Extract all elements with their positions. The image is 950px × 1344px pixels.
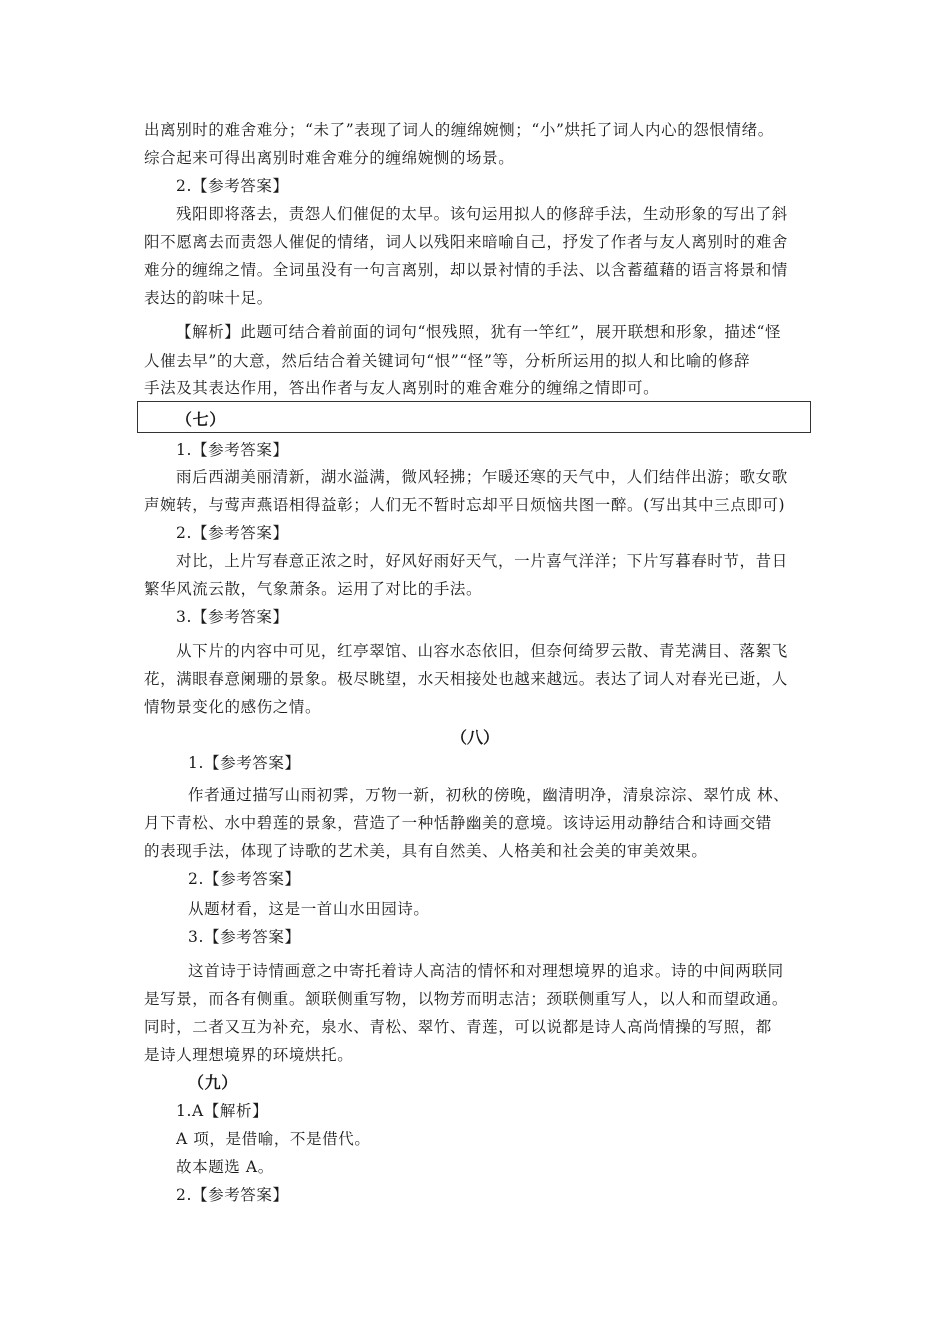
text-line: 出离别时的难舍难分；“未了”表现了词人的缠绵婉恻；“小”烘托了词人内心的怨恨情绪。 — [144, 121, 774, 139]
text-line: 从下片的内容中可见，红亭翠馆、山容水态依旧，但奈何绮罗云散、青芜满目、落絮飞 — [176, 642, 788, 660]
answer-heading: 2.【参考答案】 — [188, 870, 301, 888]
answer-heading: 1.【参考答案】 — [188, 754, 301, 772]
text-line: 是诗人理想境界的环境烘托。 — [144, 1046, 354, 1064]
answer-heading: 2.【参考答案】 — [176, 1186, 289, 1204]
text-line: 作者通过描写山雨初霁，万物一新，初秋的傍晚，幽清明净，清泉淙淙、翠竹成 林、 — [188, 786, 790, 804]
text-line: 同时，二者又互为补充，泉水、青松、翠竹、青莲，可以说都是诗人高尚情操的写照，都 — [144, 1018, 772, 1036]
text-line: 故本题选 A。 — [176, 1158, 274, 1176]
answer-heading: 3.【参考答案】 — [176, 608, 289, 626]
answer-heading: 2.【参考答案】 — [176, 524, 289, 542]
text-line: 对比，上片写春意正浓之时，好风好雨好天气，一片喜气洋洋；下片写暮春时节，昔日 — [176, 552, 788, 570]
text-line: 综合起来可得出离别时难舍难分的缠绵婉恻的场景。 — [144, 149, 515, 167]
answer-heading: 3.【参考答案】 — [188, 928, 301, 946]
text-line: 这首诗于诗情画意之中寄托着诗人高洁的情怀和对理想境界的追求。诗的中间两联同 — [188, 962, 784, 980]
section-box-7 — [137, 401, 811, 433]
section-heading-7: （七） — [176, 410, 226, 429]
text-line: 月下青松、水中碧莲的景象，营造了一种恬静幽美的意境。该诗运用动静结合和诗画交错 — [144, 814, 772, 832]
section-heading-8: （八） — [450, 728, 499, 747]
text-line: 难分的缠绵之情。全词虽没有一句言离别，却以景衬情的手法、以含蓄蕴藉的语言将景和情 — [144, 261, 789, 279]
text-line: A 项，是借喻，不是借代。 — [176, 1130, 371, 1148]
text-line: 从题材看，这是一首山水田园诗。 — [188, 900, 430, 918]
analysis-line: 【解析】此题可结合着前面的词句“恨残照，犹有一竿红”，展开联想和形象，描述“怪 — [176, 323, 782, 341]
text-line: 花，满眼春意阑珊的景象。极尽眺望，水天相接处也越来越远。表达了词人对春光已逝，人 — [144, 670, 789, 688]
text-line: 阳不愿离去而责怨人催促的情绪，词人以残阳来暗喻自己，抒发了作者与友人离别时的难舍 — [144, 233, 789, 251]
answer-heading: 1.【参考答案】 — [176, 441, 289, 459]
text-line: 残阳即将落去，责怨人们催促的太早。该句运用拟人的修辞手法，生动形象的写出了斜 — [176, 205, 788, 223]
answer-heading: 1.A【解析】 — [176, 1102, 269, 1120]
text-line: 是写景，而各有侧重。颔联侧重写物，以物芳而明志洁；颈联侧重写人，以人和而望政通。 — [144, 990, 789, 1008]
text-line: 繁华风流云散，气象萧条。运用了对比的手法。 — [144, 580, 483, 598]
text-line: 表达的韵味十足。 — [144, 289, 273, 307]
text-line: 雨后西湖美丽清新，湖水溢满，微风轻拂；乍暖还寒的天气中，人们结伴出游；歌女歌 — [176, 468, 788, 486]
text-line: 的表现手法，体现了诗歌的艺术美，具有自然美、人格美和社会美的审美效果。 — [144, 842, 708, 860]
text-line: 人催去早”的大意，然后结合着关键词句“恨”“怪”等，分析所运用的拟人和比喻的修辞 — [144, 352, 751, 370]
text-line: 声婉转，与莺声燕语相得益彰；人们无不暂时忘却平日烦恼共图一醉。(写出其中三点即可) — [144, 496, 786, 514]
answer-heading: 2.【参考答案】 — [176, 177, 289, 195]
text-line: 手法及其表达作用，答出作者与友人离别时的难舍难分的缠绵之情即可。 — [144, 379, 660, 397]
text-line: 情物景变化的感伤之情。 — [144, 698, 322, 716]
section-heading-9: （九） — [188, 1073, 238, 1092]
